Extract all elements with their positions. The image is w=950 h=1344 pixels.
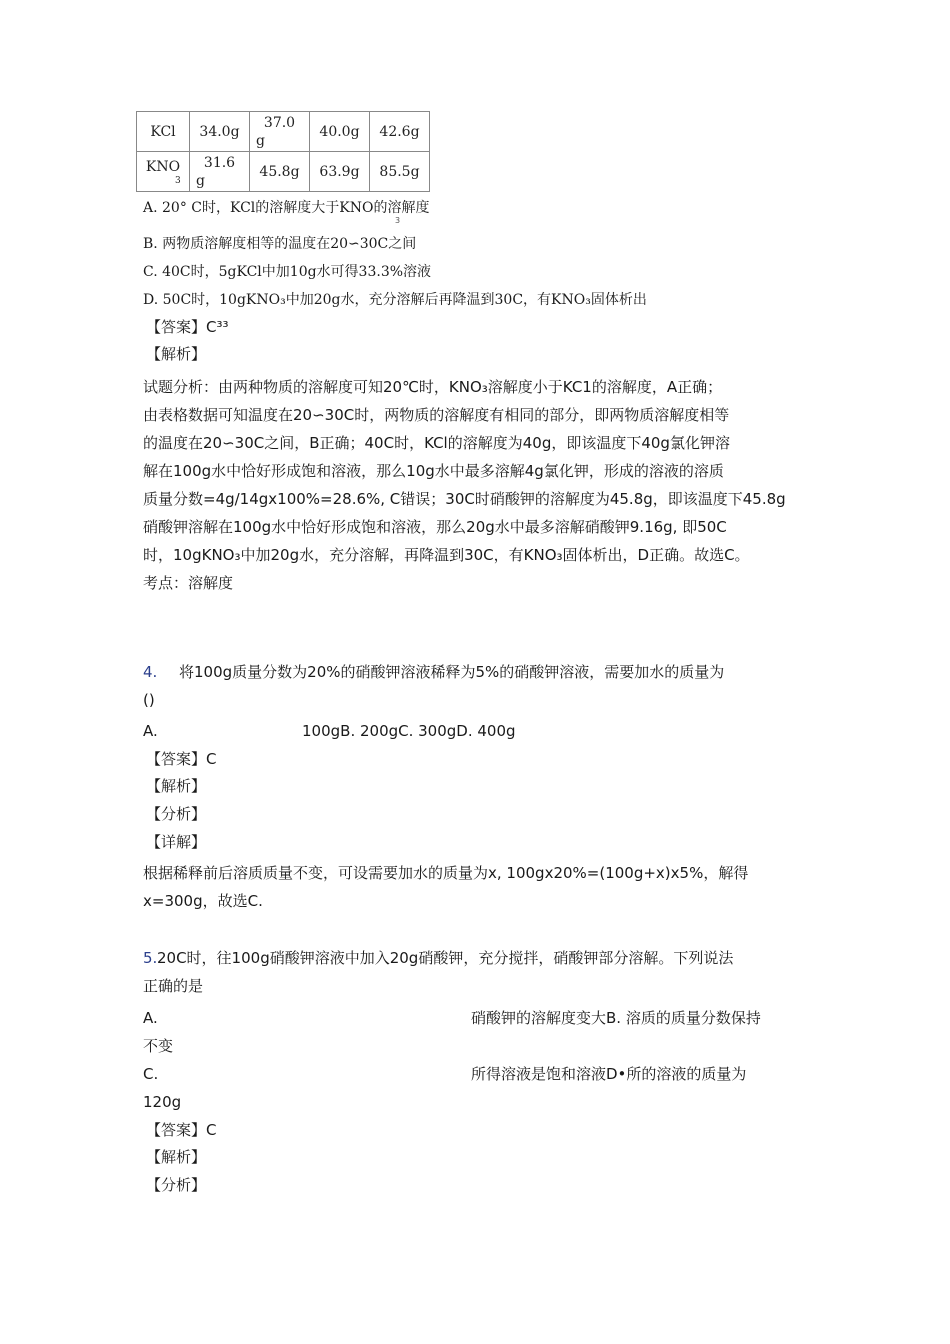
q5-answer: 【答案】C: [146, 1121, 217, 1139]
q3-answer: 【答案】C³³: [146, 318, 229, 336]
q5-options-cd-cont: 120g: [143, 1093, 182, 1111]
q4-xiangjie-label: 【详解】: [146, 833, 207, 851]
q4-paren: (): [143, 691, 155, 709]
q5-option-a-label: A.: [143, 1009, 158, 1027]
table-row: [137, 112, 430, 152]
table-cell: KCl: [137, 112, 190, 152]
q3-option-a-subscript: 3: [395, 216, 401, 225]
q3-explanation-line: 硝酸钾溶解在100g水中恰好形成饱和溶液，那么20g水中最多溶解硝酸钾9.16g, 即50C: [143, 518, 727, 536]
q3-explanation-line: 解在100g水中恰好形成饱和溶液，那么10g水中最多溶解4g氯化钾，形成的溶液的溶质: [143, 462, 724, 480]
table-cell: 31.6 g: [190, 152, 250, 192]
q4-analysis-label: 【解析】: [146, 777, 207, 795]
table-row: [137, 152, 430, 192]
q4-number: 4.: [143, 663, 158, 681]
q3-topic: 考点：溶解度: [143, 574, 234, 592]
q4-explanation-line: 根据稀释前后溶质质量不变，可设需要加水的质量为x, 100gx20%=(100g+x)x5%，解得: [143, 864, 749, 882]
solubility-table: [136, 111, 430, 192]
q5-options-ab-cont: 不变: [143, 1037, 174, 1055]
table-cell: 85.5g: [370, 152, 430, 192]
q4-option-a-label: A.: [143, 722, 158, 740]
table-cell: 37.0 g: [250, 112, 310, 152]
q5-question-text-cont: 正确的是: [143, 977, 204, 995]
q4-explanation-line: x=300g，故选C.: [143, 892, 263, 910]
q5-number: 5.: [143, 949, 158, 967]
q3-analysis-label: 【解析】: [146, 345, 207, 363]
table-cell: 63.9g: [310, 152, 370, 192]
table-cell: KNO 3: [137, 152, 190, 192]
q3-option-a: A. 20° C时，KCl的溶解度大于KNO的溶解度: [143, 200, 430, 216]
q4-question-text: 将100g质量分数为20%的硝酸钾溶液稀释为5%的硝酸钾溶液，需要加水的质量为: [179, 663, 725, 681]
q3-explanation-line: 由表格数据可知温度在20∽30C时，两物质的溶解度有相同的部分，即两物质溶解度相等: [143, 406, 730, 424]
q5-options-cd: 所得溶液是饱和溶液D•所的溶液的质量为: [471, 1065, 747, 1083]
q5-analysis-label: 【解析】: [146, 1148, 207, 1166]
q5-question-text: 20C时，往100g硝酸钾溶液中加入20g硝酸钾，充分搅拌，硝酸钾部分溶解。下列说法: [157, 949, 734, 967]
q3-option-d: D. 50C时，10gKNO₃中加20g水，充分溶解后再降温到30C，有KNO₃固体析出: [143, 292, 647, 308]
q5-option-c-label: C.: [143, 1065, 159, 1083]
q4-answer: 【答案】C: [146, 750, 217, 768]
q4-fenxi-label: 【分析】: [146, 805, 207, 823]
table-cell: 42.6g: [370, 112, 430, 152]
q5-options-ab: 硝酸钾的溶解度变大B. 溶质的质量分数保持: [471, 1009, 761, 1027]
q3-option-b: B. 两物质溶解度相等的温度在20∽30C之间: [143, 236, 417, 252]
q3-explanation-line: 质量分数=4g/14gx100%=28.6%, C错误；30C时硝酸钾的溶解度为45.8g，即该温度下45.8g: [143, 490, 786, 508]
q5-fenxi-label: 【分析】: [146, 1176, 207, 1194]
table-cell: 34.0g: [190, 112, 250, 152]
q3-explanation-line: 的温度在20∽30C之间，B正确；40C时，KCl的溶解度为40g，即该温度下40g氯化钾溶: [143, 434, 730, 452]
q3-explanation-line: 试题分析：由两种物质的溶解度可知20℃时，KNO₃溶解度小于KC1的溶解度，A正确；: [143, 378, 723, 396]
q4-options: 100gB. 200gC. 300gD. 400g: [302, 722, 516, 740]
table-cell: 45.8g: [250, 152, 310, 192]
q3-explanation-line: 时，10gKNO₃中加20g水，充分溶解，再降温到30C，有KNO₃固体析出，D正确。故选C。: [143, 546, 750, 564]
table-cell: 40.0g: [310, 112, 370, 152]
q3-option-c: C. 40C时，5gKCl中加10g水可得33.3%溶液: [143, 264, 432, 280]
